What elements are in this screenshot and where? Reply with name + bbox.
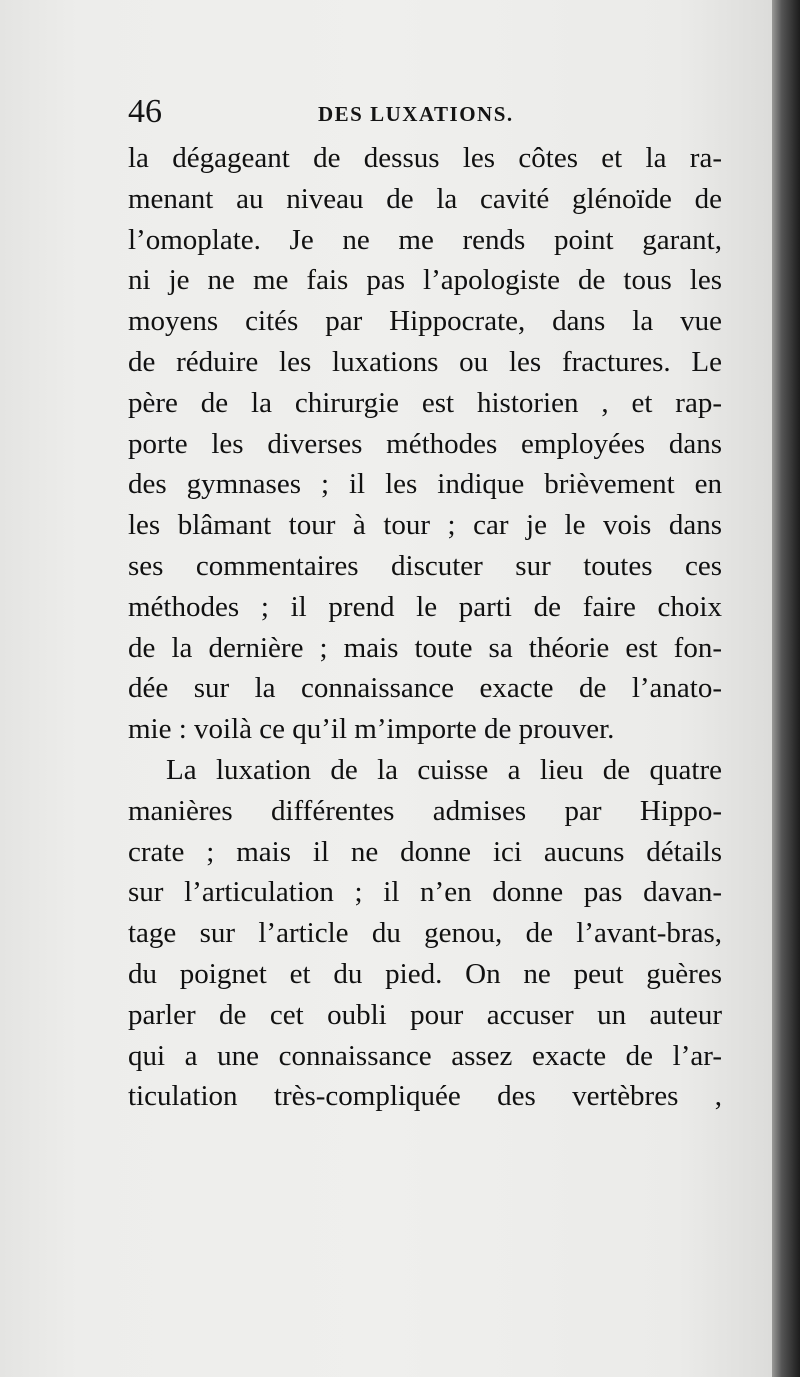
text-line: ses commentaires discuter sur toutes ces <box>128 549 722 582</box>
text-line: du poignet et du pied. On ne peut guères <box>128 957 722 990</box>
body-text <box>128 138 722 1117</box>
text-line: La luxation de la cuisse a lieu de quatre <box>166 753 722 786</box>
text-line: crate ; mais il ne donne ici aucuns détails <box>128 835 722 868</box>
text-line: méthodes ; il prend le parti de faire choix <box>128 590 722 623</box>
text-line: dée sur la connaissance exacte de l’anato- <box>128 672 722 705</box>
text-line: sur l’articulation ; il n’en donne pas davan- <box>128 876 722 909</box>
page-number: 46 <box>128 93 162 130</box>
page-header <box>128 92 724 132</box>
text-line: porte les diverses méthodes employées dans <box>128 427 722 460</box>
text-line: les blâmant tour à tour ; car je le vois dans <box>128 509 722 542</box>
text-line: père de la chirurgie est historien , et rap- <box>128 386 722 419</box>
text-line: de réduire les luxations ou les fractures. Le <box>128 345 722 378</box>
text-line: de la dernière ; mais toute sa théorie est fon- <box>128 631 722 664</box>
text-line: ni je ne me fais pas l’apologiste de tous les <box>128 264 722 297</box>
text-line: moyens cités par Hippocrate, dans la vue <box>128 305 722 338</box>
text-line: parler de cet oubli pour accuser un auteur <box>128 998 722 1031</box>
text-line: qui a une connaissance assez exacte de l’ar- <box>128 1039 722 1072</box>
text-line: mie : voilà ce qu’il m’importe de prouver. <box>128 713 615 746</box>
text-line: des gymnases ; il les indique brièvement en <box>128 468 722 501</box>
scan-edge-shadow <box>772 0 800 1377</box>
text-line: ticulation très-compliquée des vertèbres , <box>128 1080 722 1113</box>
text-line: la dégageant de dessus les côtes et la ra- <box>128 142 722 174</box>
text-line: menant au niveau de la cavité glénoïde de <box>128 182 722 215</box>
text-line: tage sur l’article du genou, de l’avant-bras, <box>128 917 722 950</box>
running-title: DES LUXATIONS. <box>318 102 514 126</box>
text-line: manières différentes admises par Hippo- <box>128 794 722 827</box>
text-line: l’omoplate. Je ne me rends point garant, <box>128 223 722 256</box>
